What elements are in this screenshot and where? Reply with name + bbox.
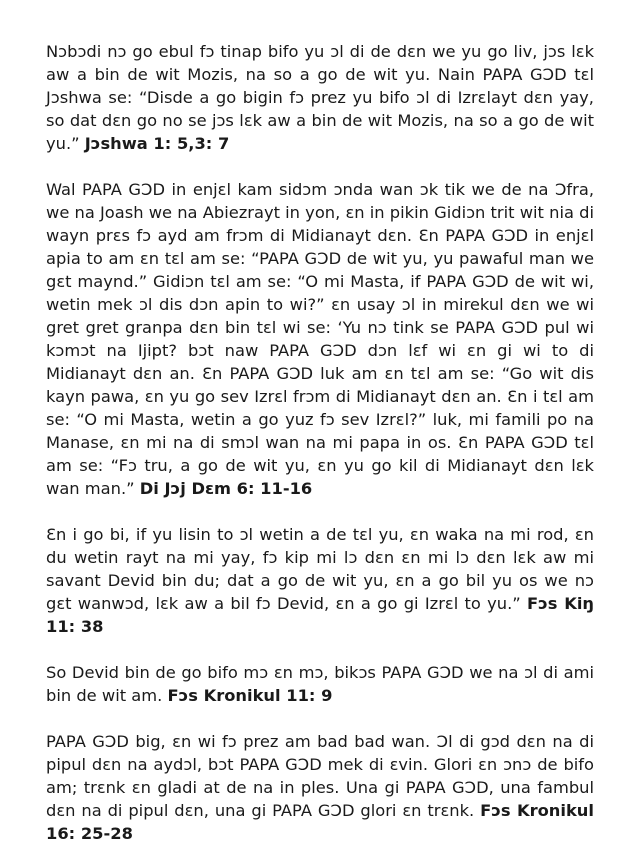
scripture-reference: Fɔs Kronikul 16: 25-28 [46, 801, 594, 843]
paragraph-4 [46, 661, 594, 707]
document-page [46, 40, 594, 868]
scripture-reference: Fɔs Kiŋ 11: 38 [46, 594, 595, 636]
paragraph-2 [46, 178, 594, 500]
paragraph-5 [46, 730, 594, 845]
scripture-reference: Di Jɔj Dɛm 6: 11-16 [139, 479, 313, 498]
scripture-reference: Jɔshwa 1: 5,3: 7 [84, 134, 230, 153]
paragraph-text: PAPA GƆD big, ɛn wi fɔ prez am bad bad wan. Ɔl di gɔd dɛn na di pipul dɛn na aydɔl, bɔt PAPA GƆD mek di ɛvin. Glori ɛn ɔnɔ de bifo am; trɛnk ɛn gladi at de na in ples. Una gi PAPA GƆD, una fambul dɛn na di pipul dɛn, una gi PAPA GƆD glori ɛn trɛnk. [46, 732, 594, 820]
paragraph-text: Wal PAPA GƆD in enjɛl kam sidɔm ɔnda wan ɔk tik we de na Ɔfra, we na Joash we na Abiezrayt in yon, ɛn in pikin Gidiɔn trit wit nia di wayn prɛs fɔ ayd am frɔm di Midianayt dɛn. Ɛn PAPA GƆD in enjɛl apia to am ɛn tɛl am se: “PAPA GƆD de wit yu, yu pawaful man we gɛt maynd.” Gidiɔn tɛl am se: “O mi Masta, if PAPA GƆD de wit wi, wetin mek ɔl dis dɔn apin to wi?” ɛn usay ɔl in mirekul dɛn we wi gret gret granpa dɛn bin tɛl wi se: ‘Yu nɔ tink se PAPA GƆD pul wi kɔmɔt na Ijipt? bɔt naw PAPA GƆD dɔn lɛf wi ɛn gi wi to di Midianayt dɛn an. Ɛn PAPA GƆD luk am ɛn tɛl am se: “Go wit dis kayn pawa, ɛn yu go sev Izrɛl frɔm di Midianayt dɛn an. Ɛn i tɛl am se: “O mi Masta, wetin a go yuz fɔ sev Izrɛl?” luk, mi famili po na Manase, ɛn mi na di smɔl wan na mi papa in os. Ɛn PAPA GƆD tɛl am se: “Fɔ tru, a go de wit yu, ɛn yu go kil di Midianayt dɛn lɛk wan man.” [46, 180, 594, 498]
paragraph-1 [46, 40, 594, 155]
paragraph-text: Ɛn i go bi, if yu lisin to ɔl wetin a de tɛl yu, ɛn waka na mi rod, ɛn du wetin rayt na mi yay, fɔ kip mi lɔ dɛn ɛn mi lɔ dɛn lɛk aw mi savant Devid bin du; dat a go de wit yu, ɛn a go bil yu os we nɔ gɛt wanwɔd, lɛk aw a bil fɔ Devid, ɛn a go gi Izrɛl to yu.” [46, 525, 594, 613]
scripture-reference: Fɔs Kronikul 11: 9 [167, 686, 333, 705]
paragraph-3 [46, 523, 594, 638]
paragraph-text: Nɔbɔdi nɔ go ebul fɔ tinap bifo yu ɔl di de dɛn we yu go liv, jɔs lɛk aw a bin de wit Mozis, na so a go de wit yu. Nain PAPA GƆD tɛl Jɔshwa se: “Disde a go bigin fɔ prez yu bifo ɔl di Izrɛlayt dɛn yay, so dat dɛn go no se jɔs lɛk aw a bin de wit Mozis, na so a go de wit yu.” [46, 42, 594, 153]
paragraph-text: So Devid bin de go bifo mɔ ɛn mɔ, bikɔs PAPA GƆD we na ɔl di ami bin de wit am. [46, 663, 594, 705]
